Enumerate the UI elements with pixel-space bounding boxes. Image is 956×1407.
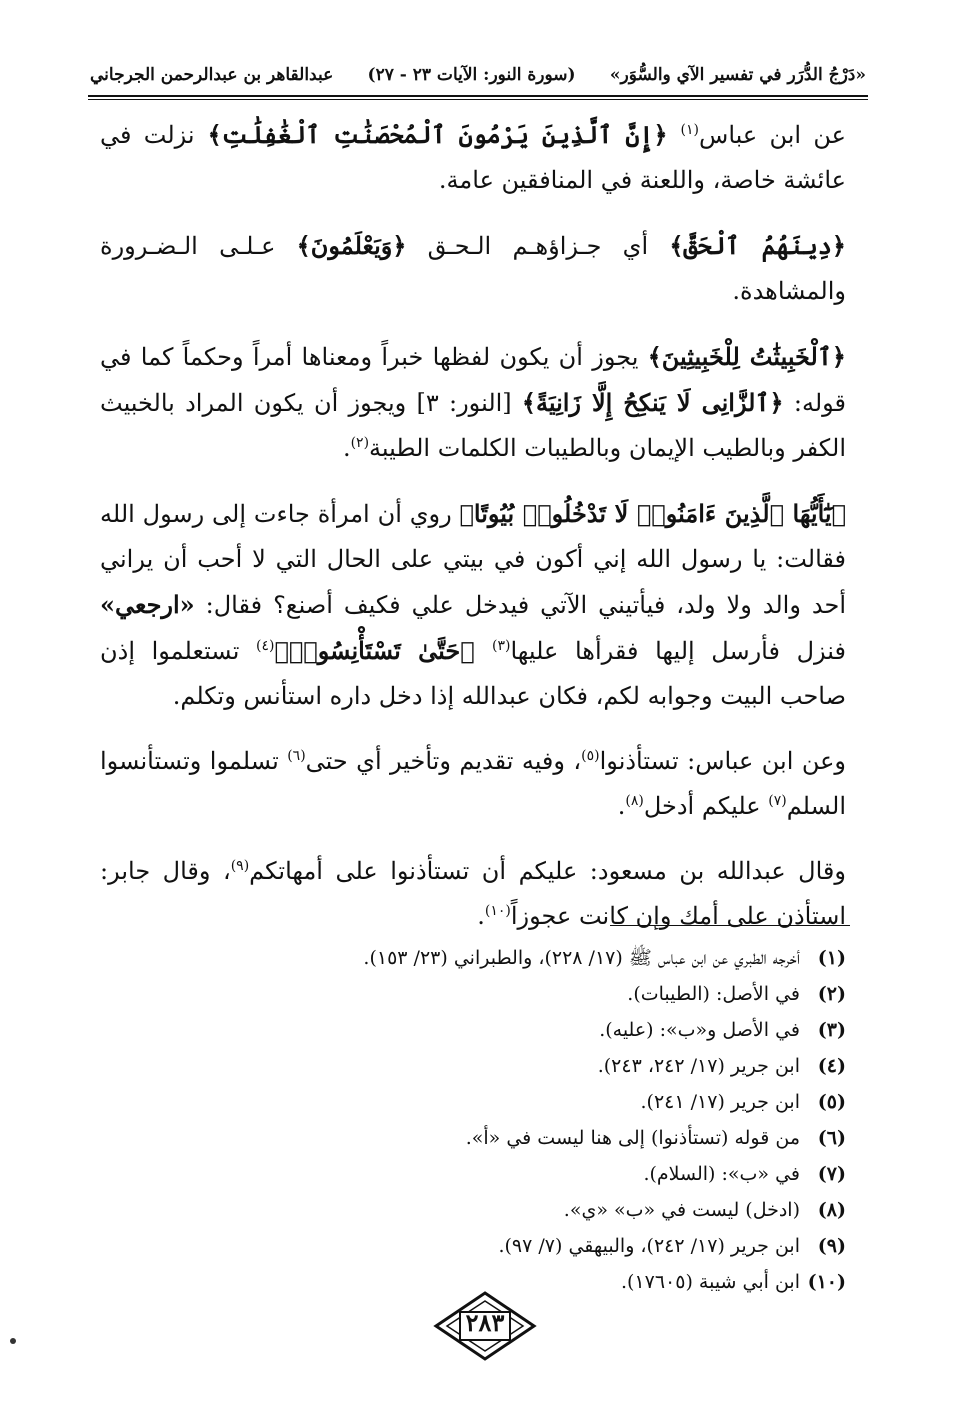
running-header xyxy=(90,58,866,92)
footnote-ref-7[interactable]: (٧) xyxy=(768,793,787,809)
text-run: نزلت في عائشة خاصة، واللعنة في المنافقين عامة. xyxy=(100,121,846,194)
footnote-item xyxy=(120,1156,846,1192)
footnote-number: (٣) xyxy=(817,1019,846,1041)
paragraph-4 xyxy=(100,491,846,719)
text-run: تسلموا وتستأنسوا السلم xyxy=(100,747,846,820)
footnote-text: ابن جرير (١٧/ ٢٤١). xyxy=(640,1091,800,1113)
scan-dot xyxy=(10,1338,16,1344)
footnote-item xyxy=(120,1048,846,1084)
footnote-ref-4[interactable]: (٤) xyxy=(256,638,275,654)
text-run: عليكم أدخل xyxy=(643,792,769,820)
footnote-text: في «ب»: (السلام). xyxy=(643,1163,800,1185)
quran-verse: ﴿وَيَعْلَمُونَ﴾ xyxy=(296,231,407,260)
footnote-number: (٥) xyxy=(817,1091,846,1113)
footnote-item xyxy=(120,1012,846,1048)
footnote-separator xyxy=(610,925,850,926)
footnote-item xyxy=(120,1120,846,1156)
text-run: . xyxy=(477,902,485,930)
footnote-number: (٩) xyxy=(817,1235,846,1257)
text-run: ، وفيه تقديم وتأخير أي حتى xyxy=(305,747,582,775)
text-run: عـلـى الـضـرورة والمشاهدة. xyxy=(100,232,846,305)
paragraph-5 xyxy=(100,739,846,829)
text-run: . xyxy=(617,792,626,820)
footnote-number: (١٠) xyxy=(807,1271,846,1293)
quran-verse: ﴿حَتَّىٰ تَسْتَأْنِسُوا۟﴾ xyxy=(274,636,492,665)
text-run: تستعلموا إذن صاحب البيت وجوابه لكم، فكان عبدالله إذا دخل داره استأنس وتكلم. xyxy=(100,637,846,710)
text-run: وقال عبدالله بن مسعود: عليكم أن تستأذنوا على أمهاتكم xyxy=(249,857,846,885)
footnote-number: (٨) xyxy=(817,1199,846,1221)
header-rule xyxy=(88,95,868,97)
quran-verse: ﴿ٱلزَّانِى لَا يَنكِحُ إِلَّا زَانِيَةً﴾ xyxy=(521,388,784,417)
footnote-ref-1[interactable]: (١) xyxy=(680,122,700,138)
footnote-text: ابن جرير (١٧/ ٢٤٢، ٢٤٣). xyxy=(597,1055,800,1077)
paragraph-1 xyxy=(100,112,846,203)
paragraph-3 xyxy=(100,334,846,471)
text-run: أي جـزاؤهـم الـحـق xyxy=(406,232,670,260)
footnote-ref-5[interactable]: (٥) xyxy=(581,748,600,764)
footnote-ref-10[interactable]: (١٠) xyxy=(484,903,511,919)
footnote-item xyxy=(120,940,846,976)
footnote-number: (١) xyxy=(817,947,846,969)
text-run: ، وقال جابر: استأذن على أمك وإن كانت عجوزاً xyxy=(100,857,846,930)
footnote-number: (٧) xyxy=(817,1163,846,1185)
quran-verse: ﴿دِينَهُمُ ٱلْحَقَّ﴾ xyxy=(669,231,846,260)
main-text xyxy=(100,112,846,959)
footnote-item xyxy=(120,1228,846,1264)
footnote-item xyxy=(120,976,846,1012)
footnote-ref-8[interactable]: (٨) xyxy=(625,793,644,809)
footnote-item xyxy=(120,1084,846,1120)
quran-verse: ﴿ٱلْخَبِيثَٰتُ لِلْخَبِيثِينَ﴾ xyxy=(647,342,846,371)
paragraph-2 xyxy=(100,223,846,314)
bold-quote: «ارجعي» xyxy=(100,590,195,619)
footnotes xyxy=(120,940,846,1300)
footnote-item xyxy=(120,1192,846,1228)
footnote-text: في الأصل: (الطيبات). xyxy=(627,983,800,1005)
book-title: «دَرْجُ الدُّرَر في تفسير الآي والسُّوَر» xyxy=(609,65,866,85)
text-run: . xyxy=(342,434,351,462)
footnote-number: (٦) xyxy=(817,1127,846,1149)
quran-verse: ﴿إِنَّ ٱلَّذِينَ يَرْمُونَ ٱلْمُحْصَنَٰتِ ٱلْغَٰفِلَٰتِ﴾ xyxy=(194,120,681,149)
text-run: [النور: ٣] ويجوز أن يكون المراد بالخبيث الكفر وبالطيب الإيمان وبالطيبات الكلمات الطيبة xyxy=(100,389,846,462)
footnote-text: ابن أبي شيبة (١٧٦٠٥). xyxy=(620,1271,800,1293)
footnote-number: (٢) xyxy=(817,983,846,1005)
header-rule-thin xyxy=(88,99,868,100)
footnote-text: ابن جرير (١٧/ ٢٤٢)، والبيهقي (٧/ ٩٧). xyxy=(498,1235,800,1257)
text-run: يجوز أن يكون لفظها خبراً ومعناها أمراً وحكماً كما في قوله: xyxy=(100,343,847,417)
footnote-text: من قوله (تستأذنوا) إلى هنا ليست في «أ». xyxy=(465,1127,800,1149)
footnote-ref-2[interactable]: (٢) xyxy=(350,435,370,451)
text-run: فنزل فأرسل إليها فقرأها عليها xyxy=(510,637,846,665)
text-run: عن ابن عباس xyxy=(699,121,846,149)
footnote-ref-3[interactable]: (٣) xyxy=(492,638,511,654)
text-run: وعن ابن عباس: تستأذنوا xyxy=(599,747,846,775)
text-run: روي أن امرأة جاءت إلى رسول الله فقالت: يا رسول الله إني أكون في بيتي على الحال التي لا أحب أن يراني أحد والد ولا ولد، فيأتيني الآتي فيدخل علي فكيف أصنع؟ فقال: xyxy=(100,500,846,619)
quran-verse: ﴿يَٰٓأَيُّهَا ٱلَّذِينَ ءَامَنُوا۟ لَا تَدْخُلُوا۟ بُيُوتًا﴾ xyxy=(459,499,846,528)
footnote-ref-6[interactable]: (٦) xyxy=(287,748,306,764)
footnote-number: (٤) xyxy=(817,1055,846,1077)
surah-info: (سورة النور: الآيات ٢٣ - ٢٧) xyxy=(367,65,576,85)
footnote-ref-9[interactable]: (٩) xyxy=(230,858,250,874)
footnote-text: (ادخل) ليست في «ب» «ي». xyxy=(563,1199,800,1221)
footnote-text: في الأصل و«ب»: (عليه). xyxy=(599,1019,800,1041)
page-number: ٢٨٣ xyxy=(465,1308,505,1337)
author-name: عبدالقاهر بن عبدالرحمن الجرجاني xyxy=(90,65,334,85)
footnote-text: أخرجه الطبري عن ابن عباس ﷺ (١٧/ ٢٢٨)، والطبراني (٢٣/ ١٥٣). xyxy=(363,947,800,969)
